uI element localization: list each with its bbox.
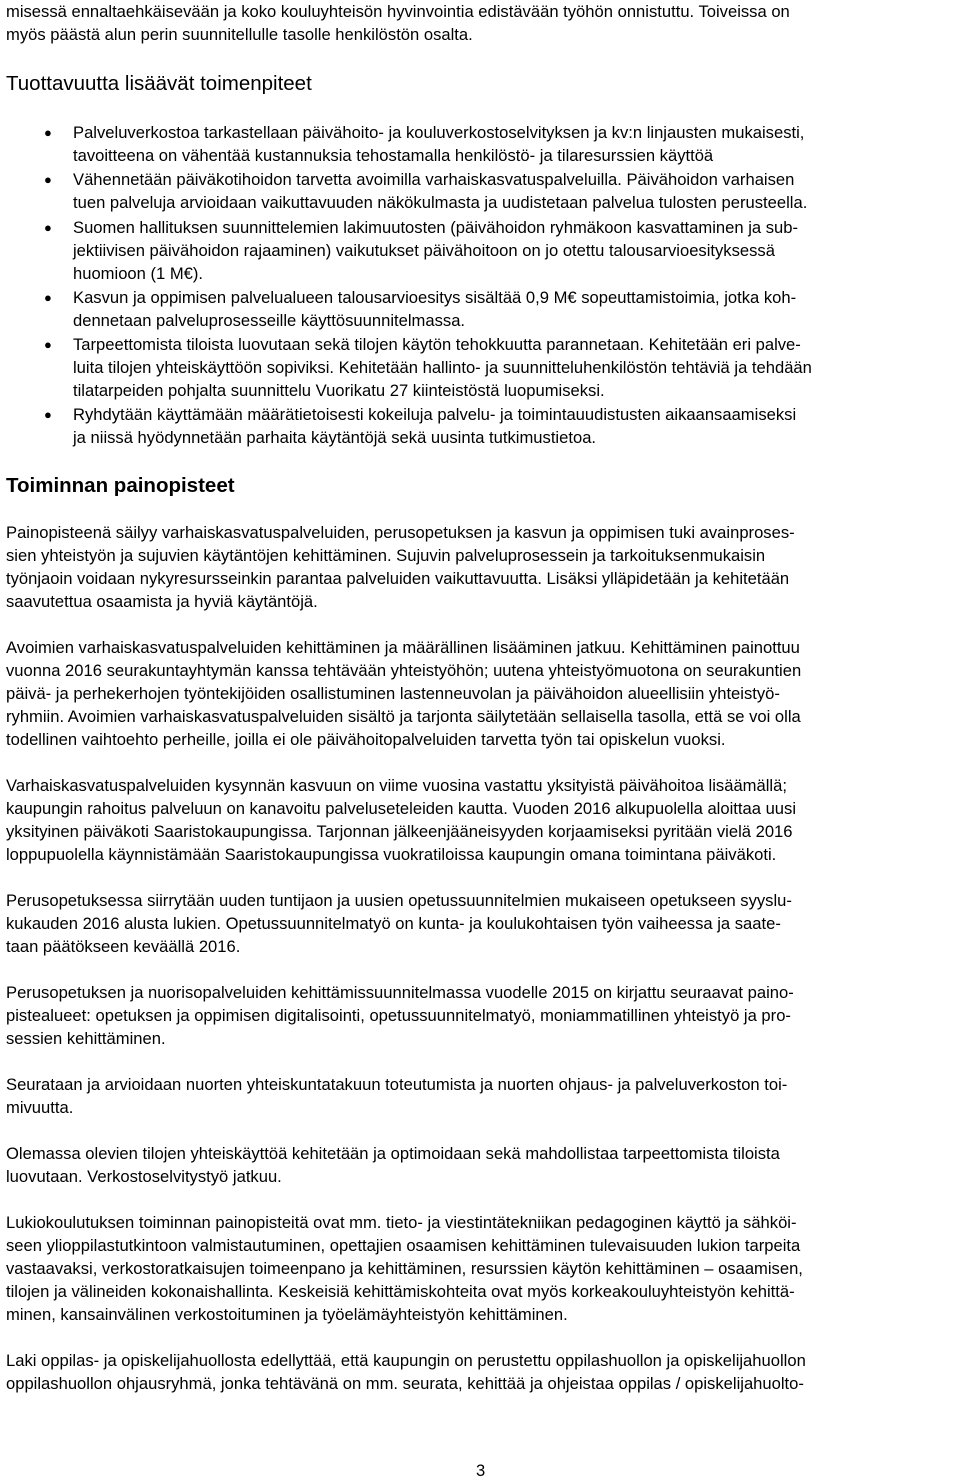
bullet-line: Tarpeettomista tiloista luovutaan sekä tilojen käytön tehokkuutta parannetaan. Kehitetään eri palve- (73, 335, 801, 354)
bullet-line: ja niissä hyödynnetään parhaita käytäntöjä sekä uusinta tutkimustietoa. (73, 428, 597, 447)
paragraph-line: työnjaoin voidaan nykyresursseinkin parantaa palveluiden vaikuttavuutta. Lisäksi ylläpidetään ja kehitetään (6, 569, 790, 588)
paragraph-line: seen ylioppilastutkintoon valmistautuminen, opettajien osaamisen kehittäminen tulevaisuuden lukion tarpeita (6, 1236, 801, 1255)
paragraph-line: kukauden 2016 alusta lukien. Opetussuunnitelmatyö on kunta- ja koulukohtaisen työn vaiheessa ja saate- (6, 914, 781, 933)
bullet-line: tuen palveluja arvioidaan vaikuttavuuden näkökulmasta ja uudistetaan palvelua tulosten perusteella. (73, 193, 808, 212)
paragraph-line: sessien kehittäminen. (6, 1029, 166, 1048)
bullet-line: Ryhdytään käyttämään määrätietoisesti kokeiluja palvelu- ja toimintauudistusten aikaansaamiseksi (73, 405, 797, 424)
bullet-dot: ● (44, 125, 52, 140)
bullet-line: jektiivisen päivähoidon rajaaminen) vaikutukset päivähoitoon on jo otettu talousarvioesityksessä (73, 241, 775, 260)
bullet-line: Palveluverkostoa tarkastellaan päivähoito- ja kouluverkostoselvityksen ja kv:n linjausten mukaisesti, (73, 123, 805, 142)
paragraph-line: Varhaiskasvatuspalveluiden kysynnän kasvuun on viime vuosina vastattu yksityistä päivähoitoa lisäämällä; (6, 776, 787, 795)
intro-line: misessä ennaltaehkäisevään ja koko kouluyhteisön hyvinvointia edistävään työhön onnistuttu. Toiveissa on (6, 2, 790, 21)
page-number: 3 (476, 1461, 486, 1480)
intro-line: myös päästä alun perin suunnitellulle tasolle henkilöstön osalta. (6, 25, 473, 44)
measures-heading: Tuottavuutta lisäävät toimenpiteet (6, 72, 312, 95)
paragraph-line: Painopisteenä säilyy varhaiskasvatuspalveluiden, perusopetuksen ja kasvun ja oppimisen tuki avainproses- (6, 523, 795, 542)
paragraph-line: Lukiokoulutuksen toiminnan painopisteitä ovat mm. tieto- ja viestintätekniikan pedagoginen käyttö ja sähköi- (6, 1213, 797, 1232)
paragraph-line: vuonna 2016 seurakuntayhtymän kanssa tehtävään yhteistyöhön; uutena yhteistyömuotona on seurakuntien (6, 661, 802, 680)
paragraph-line: saavutettua osaamista ja hyviä käytäntöjä. (6, 592, 318, 611)
paragraph-line: tilojen ja välineiden kokonaishallinta. Keskeisiä kehittämiskohteita ovat myös korkeakouluyhteistyön kehittä- (6, 1282, 795, 1301)
paragraph-line: Perusopetuksessa siirrytään uuden tuntijaon ja uusien opetussuunnitelmien mukaiseen opetukseen syyslu- (6, 891, 792, 910)
bullet-dot: ● (44, 220, 52, 235)
paragraph-line: loppupuolella käynnistämään Saaristokaupungissa vuokratiloissa kaupungin omana toimintana päiväkoti. (6, 845, 777, 864)
paragraph-line: Seurataan ja arvioidaan nuorten yhteiskuntatakuun toteutumista ja nuorten ohjaus- ja palveluverkoston toi- (6, 1075, 788, 1094)
priorities-heading: Toiminnan painopisteet (6, 474, 235, 497)
bullet-dot: ● (44, 407, 52, 422)
paragraph-line: Olemassa olevien tilojen yhteiskäyttöä kehitetään ja optimoidaan sekä mahdollistaa tarpeettomista tiloista (6, 1144, 780, 1163)
bullet-line: Suomen hallituksen suunnittelemien lakimuutosten (päivähoidon ryhmäkoon kasvattaminen ja sub- (73, 218, 799, 237)
paragraph-line: yksityinen päiväkoti Saaristokaupungissa. Tarjonnan jälkeenjääneisyyden korjaamiseksi pyritään vielä 2016 (6, 822, 793, 841)
paragraph-line: oppilashuollon ohjausryhmä, jonka tehtävänä on mm. seurata, kehittää ja ohjeistaa oppilas / opiskelijahuolto- (6, 1374, 804, 1393)
bullet-line: huomioon (1 M€). (73, 264, 204, 283)
paragraph-line: vastaavaksi, verkostoratkaisujen toimeenpano ja kehittäminen, resurssien käytön kehittäminen – osaamisen, (6, 1259, 803, 1278)
bullet-dot: ● (44, 172, 52, 187)
bullet-line: luita tilojen yhteiskäyttöön sopiviksi. Kehitetään hallinto- ja suunnitteluhenkilöstön tehtäviä ja tehdään (73, 358, 812, 377)
paragraph-line: luovutaan. Verkostoselvitystyö jatkuu. (6, 1167, 282, 1186)
bullet-line: tilatarpeiden pohjalta suunnittelu Vuorikatu 27 kiinteistöstä luopumiseksi. (73, 381, 605, 400)
paragraph-line: sien yhteistyön ja sujuvien käytäntöjen kehittäminen. Sujuvin palveluprosessein ja tarkoituksenmukaisin (6, 546, 766, 565)
paragraph-line: Avoimien varhaiskasvatuspalveluiden kehittäminen ja määrällinen lisääminen jatkuu. Kehittäminen painottuu (6, 638, 800, 657)
paragraph-line: todellinen vaihtoehto perheille, joilla ei ole päivähoitopalveluiden tarvetta työn tai opiskelun vuoksi. (6, 730, 726, 749)
bullet-dot: ● (44, 290, 52, 305)
bullet-line: Kasvun ja oppimisen palvelualueen talousarvioesitys sisältää 0,9 M€ sopeuttamistoimia, jotka koh- (73, 288, 797, 307)
bullet-line: dennetaan palveluprosesseille käyttösuunnitelmassa. (73, 311, 466, 330)
bullet-dot: ● (44, 337, 52, 352)
paragraph-line: taan päätökseen keväällä 2016. (6, 937, 241, 956)
paragraph-line: minen, kansainvälinen verkostoituminen ja työelämäyhteistyön kehittäminen. (6, 1305, 568, 1324)
paragraph-line: Perusopetuksen ja nuorisopalveluiden kehittämissuunnitelmassa vuodelle 2015 on kirjattu seuraavat paino- (6, 983, 794, 1002)
paragraph-line: pistealueet: opetuksen ja oppimisen digitalisointi, opetussuunnitelmatyö, moniammatillinen yhteistyö ja pro- (6, 1006, 791, 1025)
paragraph-line: Laki oppilas- ja opiskelijahuollosta edellyttää, että kaupungin on perustettu oppilashuollon ja opiskelijahuollon (6, 1351, 806, 1370)
document-page (6, 0, 956, 1484)
bullet-line: tavoitteena on vähentää kustannuksia tehostamalla henkilöstö- ja tilaresurssien käyttöä (73, 146, 714, 165)
paragraph-line: kaupungin rahoitus palveluun on kanavoitu palveluseteleiden kautta. Vuoden 2016 alkupuolella aloittaa uusi (6, 799, 797, 818)
paragraph-line: ryhmiin. Avoimien varhaiskasvatuspalveluiden sisältö ja tarjonta säilytetään sellaisella tasolla, että se voi olla (6, 707, 801, 726)
bullet-line: Vähennetään päiväkotihoidon tarvetta avoimilla varhaiskasvatuspalveluilla. Päivähoidon varhaisen (73, 170, 795, 189)
paragraph-line: mivuutta. (6, 1098, 74, 1117)
paragraph-line: päivä- ja perhekerhojen työntekijöiden osallistuminen lastenneuvolan ja päivähoidon alueellisiin yhteistyö- (6, 684, 780, 703)
